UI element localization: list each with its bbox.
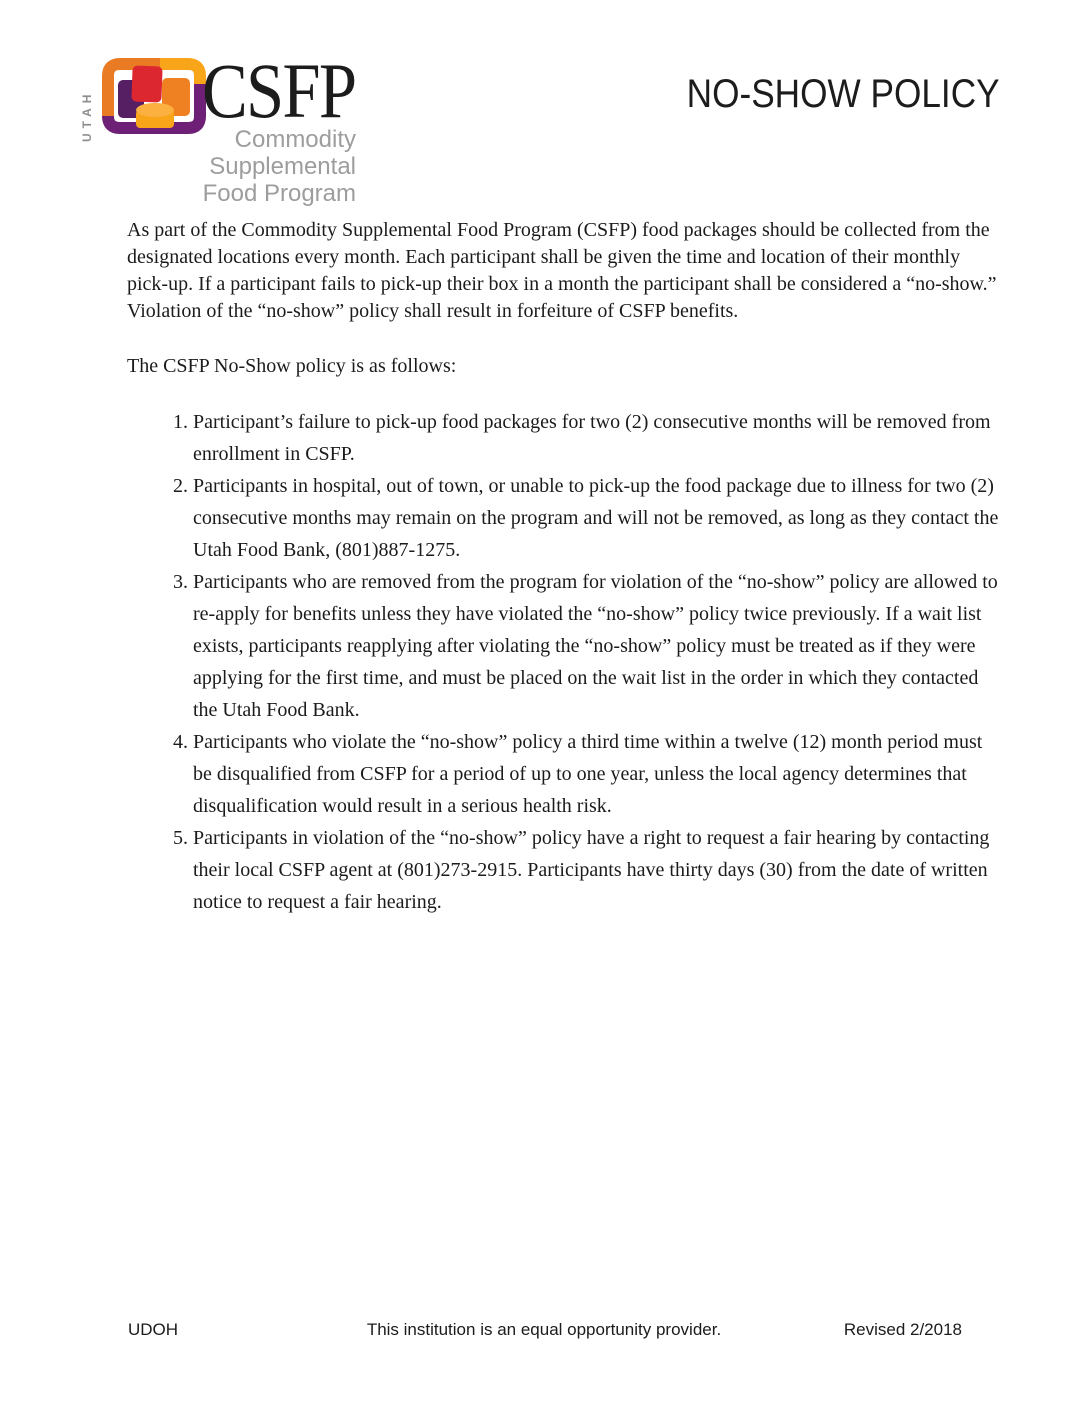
footer-agency: UDOH — [128, 1320, 179, 1339]
policy-item-4: 4. Participants who violate the “no-show” policy a third time within a twelve (12) month period must be disqualified from CSFP for a period of up to one year, unless the local agency determines that disqualification would result in a serious health risk. — [193, 726, 1002, 822]
tagline-line-2: Food Program — [202, 180, 356, 207]
policy-item-3: 3. Participants who are removed from the program for violation of the “no-show” policy are allowed to re-apply for benefits unless they have violated the “no-show” policy twice previously. If a wait list exists, participants reapplying after violating the “no-show” policy must be treated as if they were applying for the first time, and must be placed on the wait list in the order in which they contacted the Utah Food Bank. — [193, 566, 1002, 726]
red-can-shape — [131, 65, 162, 102]
page-title: NO-SHOW POLICY — [687, 72, 1000, 116]
page-footer — [0, 1320, 1088, 1346]
policy-item-5: 5. Participants in violation of the “no-show” policy have a right to request a fair hearing by contacting their local CSFP agent at (801)273-2915. Participants have thirty days (30) from the date of written notice to request a fair hearing. — [193, 822, 1002, 918]
tagline-line-1: Commodity Supplemental — [209, 126, 356, 180]
policy-list — [127, 406, 1002, 918]
yellow-can-top — [136, 103, 174, 117]
utah-vertical-label: UTAH — [80, 89, 94, 142]
policy-item-1: 1. Participant’s failure to pick-up food packages for two (2) consecutive months will be removed from enrollment in CSFP. — [193, 406, 1002, 470]
csfp-logo — [80, 47, 394, 207]
policy-content — [127, 217, 1002, 918]
footer-revision: Revised 2/2018 — [843, 1320, 962, 1339]
list-heading: The CSFP No-Show policy is as follows: — [127, 355, 457, 377]
csfp-acronym: CSFP — [202, 47, 356, 134]
footer-eeo-statement: This institution is an equal opportunity provider. — [366, 1320, 722, 1339]
policy-item-2: 2. Participants in hospital, out of town, or unable to pick-up the food package due to illness for two (2) consecutive months may remain on the program and will not be removed, as long as they contact the Utah Food Bank, (801)887-1275. — [193, 470, 1002, 566]
intro-paragraph: As part of the Commodity Supplemental Food Program (CSFP) food packages should be collected from the designated locations every month. Each participant shall be given the time and location of their monthly pick-up. If a participant fails to pick-up their box in a month the participant shall be considered a “no-show.” Violation of the “no-show” policy shall result in forfeiture of CSFP benefits. — [127, 219, 997, 322]
logo-tagline — [84, 126, 356, 207]
